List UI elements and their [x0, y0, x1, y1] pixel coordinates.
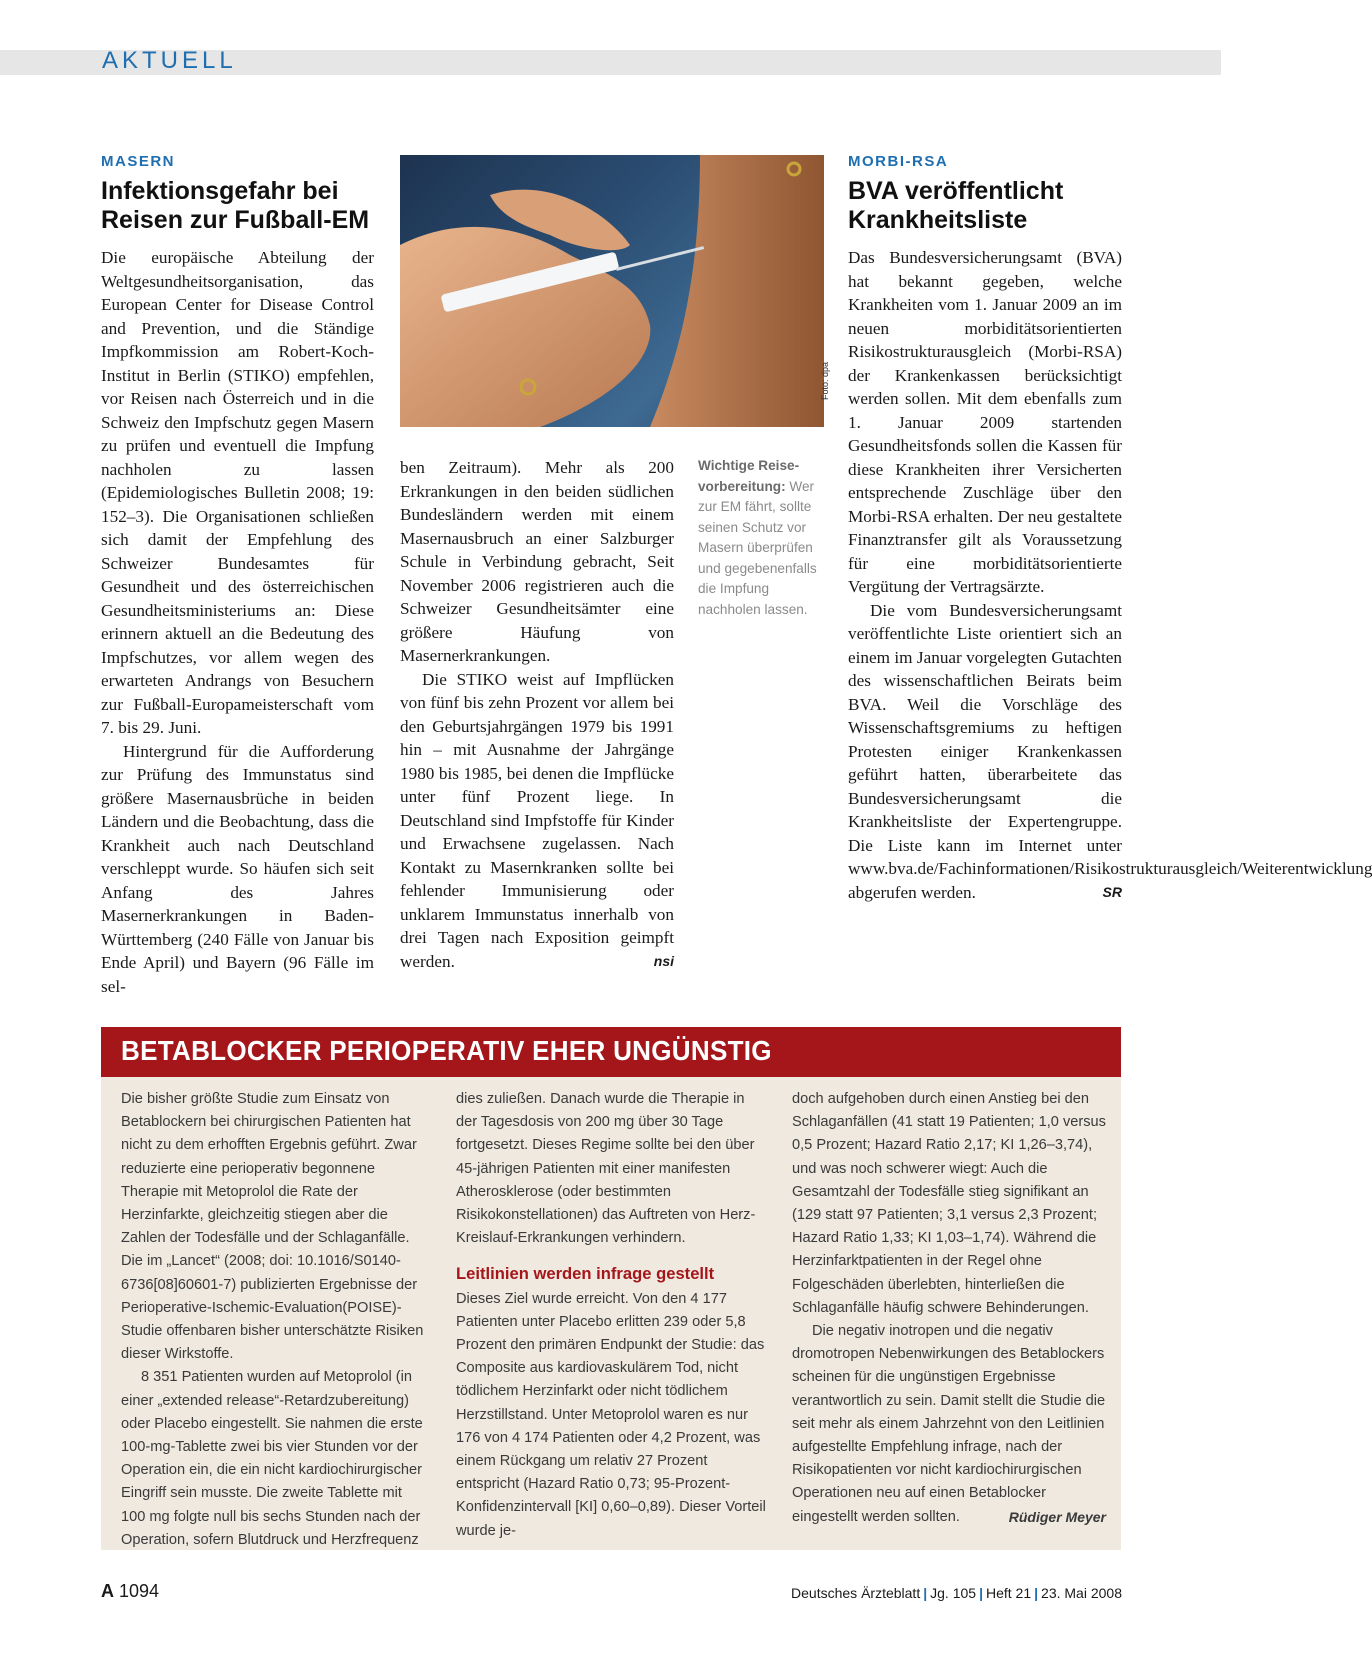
paragraph: Die bisher größte Studie zum Einsatz von Betablockern bei chirurgischen Patienten hat nicht zu dem erhofften Ergebnis geführt. Zwar reduzierte eine perioperativ begonnene Therapie mit Metoprolol die Rate der Herzinfarkte, gleichzeitig stiegen aber die Zahlen der Todesfälle und der Schlaganfälle. Die im „Lancet“ (2008; doi: 10.1016/S0140-6736[08]60601-7) publizierten Ergebnisse der Perioperative-Ischemic-Evaluation(POISE)-Studie offenbaren bisher unterschätzte Risiken dieser Wirkstoffe.: [121, 1091, 424, 1363]
journal-volume: Jg. 105: [930, 1585, 977, 1601]
journal-issue: Heft 21: [985, 1585, 1032, 1601]
page-number-value: 1094: [119, 1581, 160, 1601]
headline-line: BVA veröffentlicht: [848, 177, 1064, 205]
vaccination-photo: [400, 155, 824, 427]
separator: |: [923, 1585, 928, 1601]
paragraph: doch aufgehoben durch einen Anstieg bei den Schlaganfällen (41 statt 19 Patienten; 1,0 versus 0,5 Prozent; Hazard Ratio 2,17; KI 1,26–3,74), und was noch schwerer wiegt: Auch die Gesamtzahl der Todesfälle stieg signifikant an (129 statt 97 Patienten; 3,1 versus 2,3 Prozent; Hazard Ratio 1,33; KI 1,03–1,74). Während die Herzinfarktpatienten in der Regel ohne Folgeschäden überlebten, hinterließen die Schlaganfälle häufig schwere Behinderungen.: [792, 1091, 1106, 1316]
journal-footer: [791, 1585, 1122, 1601]
kicker-masern: MASERN: [101, 153, 176, 170]
paragraph: [848, 599, 1372, 905]
paragraph: [400, 668, 674, 974]
caption-bold: Wichtige Reise-: [698, 458, 800, 473]
box-column-1: [121, 1088, 429, 1552]
paragraph: Dieses Ziel wurde erreicht. Von den 4 177 Patienten unter Placebo erlitten 239 oder 5,8 Prozent den primären Endpunkt der Studie: das Composite aus kardiovaskulärem Tod, nicht tödlichem Herzinfarkt oder nicht tödlichem Herzstillstand. Unter Metoprolol waren es nur 176 von 4 174 Patienten oder 4,2 Prozent, was einem Rückgang um relativ 27 Prozent entspricht (Hazard Ratio 0,73; 95-Prozent-Konfidenzintervall [KI] 0,60–0,89). Dieser Vorteil wurde je-: [456, 1290, 766, 1539]
photo-caption: [698, 456, 826, 620]
separator: |: [1034, 1585, 1039, 1601]
headline-line: Reisen zur Fußball-EM: [101, 206, 370, 234]
caption-bold: vorbereitung:: [698, 478, 786, 494]
headline-line: Krankheitsliste: [848, 206, 1028, 234]
page-number: [101, 1581, 159, 1602]
injection-illustration: [400, 155, 824, 427]
headline-morbi-rsa: [848, 177, 1063, 235]
paragraph: dies zuließen. Danach wurde die Therapie in der Tagesdosis von 200 mg über 30 Tage fortgesetzt. Dieses Regime sollte bei den über 45-jährigen Patienten mit einer manifesten Atherosklerose (oder bestimmten Risikokonstellationen) das Auftreten von Herz-Kreislauf-Erkrankungen verhindern.: [456, 1091, 756, 1247]
article-masern-column-1: [101, 246, 374, 998]
kicker-morbi-rsa: MORBI-RSA: [848, 153, 949, 170]
article-morbi-rsa-column: [848, 246, 1372, 904]
section-label: AKTUELL: [102, 47, 237, 74]
paragraph: Hintergrund für die Aufforderung zur Prüfung des Immunstatus sind größere Masernausbrüche in beiden Ländern und die Beobachtung, dass die Krankheit auch nach Deutschland verschleppt wurde. So häufen sich seit Anfang des Jahres Masernerkrankungen in Baden-Württemberg (240 Fälle von Januar bis Ende April) und Bayern (96 Fälle im sel-: [101, 741, 374, 996]
author-signature: nsi: [653, 952, 674, 969]
paragraph: [792, 1320, 1106, 1529]
article-masern-column-2: [400, 456, 674, 973]
paragraph: ben Zeitraum). Mehr als 200 Erkrankungen in den beiden südlichen Bundesländern werden mit einem Masernausbruch an einer Salzburger Schule in Verbindung gebracht, Seit November 2006 registrieren auch die Schweizer Gesundheitsämter eine größere Häufung von Masernerkrankungen.: [400, 458, 674, 665]
page-prefix: A: [101, 1581, 114, 1601]
box-column-2: [456, 1088, 766, 1543]
author-signature: Rüdiger Meyer: [1008, 1508, 1106, 1525]
caption-text: Wer zur EM fährt, sollte seinen Schutz vor Masern überprüfen und gegebenenfalls die Impfung nachholen lassen.: [698, 478, 817, 617]
headline-line: Infektionsgefahr bei: [101, 177, 339, 205]
paragraph: 8 351 Patienten wurden auf Metoprolol (in einer „extended release“-Retardzubereitung) oder Placebo eingestellt. Sie nahmen die erste 100-mg-Tablette zwei bis vier Stunden vor der Operation ein, die ein nicht kardiochirurgischer Eingriff sein musste. Die zweite Tablette mit 100 mg folgte null bis sechs Stunden nach der Operation, sofern Blutdruck und Herzfrequenz: [121, 1369, 423, 1548]
box-subheading: Leitlinien werden infrage gestellt: [456, 1264, 715, 1284]
headline-masern: [101, 177, 369, 235]
separator: |: [979, 1585, 983, 1601]
journal-name: Deutsches Ärzteblatt: [791, 1585, 921, 1601]
paragraph-text: Die STIKO weist auf Impflücken von fünf bis zehn Prozent vor allem bei den Geburtsjahrgängen 1979 bis 1991 hin – mit Ausnahme der Jahrgänge 1980 bis 1985, bei denen die Impflücke unter fünf Prozent liege. In Deutschland sind Impfstoffe für Kinder und Erwachsene zugelassen. Nach Kontakt zu Masernkranken sollte bei fehlender Immunisierung oder unklarem Immunstatus innerhalb von drei Tagen nach Exposition geimpft werden.: [400, 669, 674, 971]
paragraph-text: Die negativ inotropen und die negativ dromotropen Nebenwirkungen des Betablockers scheinen für die ungünstigen Ergebnisse verantwortlich zu sein. Damit stellt die Studie die seit mehr als einem Jahrzehnt von den Leitlinien aufgestellte Empfehlung infrage, nach der Risikopatienten vor nicht kardiochirurgischen Operationen neu auf einen Betablocker eingestellt werden sollten.: [792, 1323, 1106, 1525]
paragraph: Die europäische Abteilung der Weltgesundheitsorganisation, das European Center for Disease Control and Prevention, und die Ständige Impfkommission am Robert-Koch-Institut in Berlin (STIKO) empfehlen, vor Reisen nach Österreich und in die Schweiz den Impfschutz gegen Masern zu prüfen und eventuell die Impfung nachholen zu lassen (Epidemiologisches Bulletin 2008; 19: 152–3). Die Organisationen schließen sich damit der Empfehlung des Schweizer Bundesamtes für Gesundheit und des österreichischen Gesundheitsministeriums an: Diese erinnern aktuell an die Bedeutung des Impfschutzes, vor allem wegen des erwarteten Andrangs von Besuchern zur Fußball-Europameisterschaft vom 7. bis 29. Juni.: [101, 248, 374, 737]
journal-date: 23. Mai 2008: [1041, 1585, 1122, 1601]
author-signature: SR: [1102, 883, 1122, 900]
info-box-title: BETABLOCKER PERIOPERATIV EHER UNGÜNSTIG: [121, 1035, 772, 1066]
paragraph-text: Die vom Bundesversicherungsamt veröffentlichte Liste orientiert sich an einem im Januar vorgelegten Gutachten des wissenschaftlichen Beirats beim BVA. Weil die Vorschläge des Wissenschaftsgremiums zu heftigen Protesten einiger Krankenkassen geführt hatten, überarbeitete das Bundesversicherungsamt die Krankheitsliste der Expertengruppe. Die Liste kann im Internet unter www.bva.de/Fachinformationen/Risikostrukturausgleich/Weiterentwicklung abgerufen werden.: [848, 600, 1372, 902]
box-column-3: [792, 1088, 1106, 1529]
photo-credit: Foto: dpa: [820, 361, 830, 400]
paragraph: Das Bundesversicherungsamt (BVA) hat bekannt gegeben, welche Krankheiten vom 1. Januar 2009 an im neuen morbiditätsorientierten Risikostrukturausgleich (Morbi-RSA) der Krankenkassen berücksichtigt werden sollen. Mit dem ebenfalls zum 1. Januar 2009 startenden Gesundheitsfonds sollen die Kassen für diese Krankheiten ihrer Versicherten entsprechende Zuschläge über den Morbi-RSA erhalten. Der neu gestaltete Finanztransfer gilt als Voraussetzung für eine morbiditätsorientierte Vergütung der Vertragsärzte.: [848, 248, 1122, 596]
